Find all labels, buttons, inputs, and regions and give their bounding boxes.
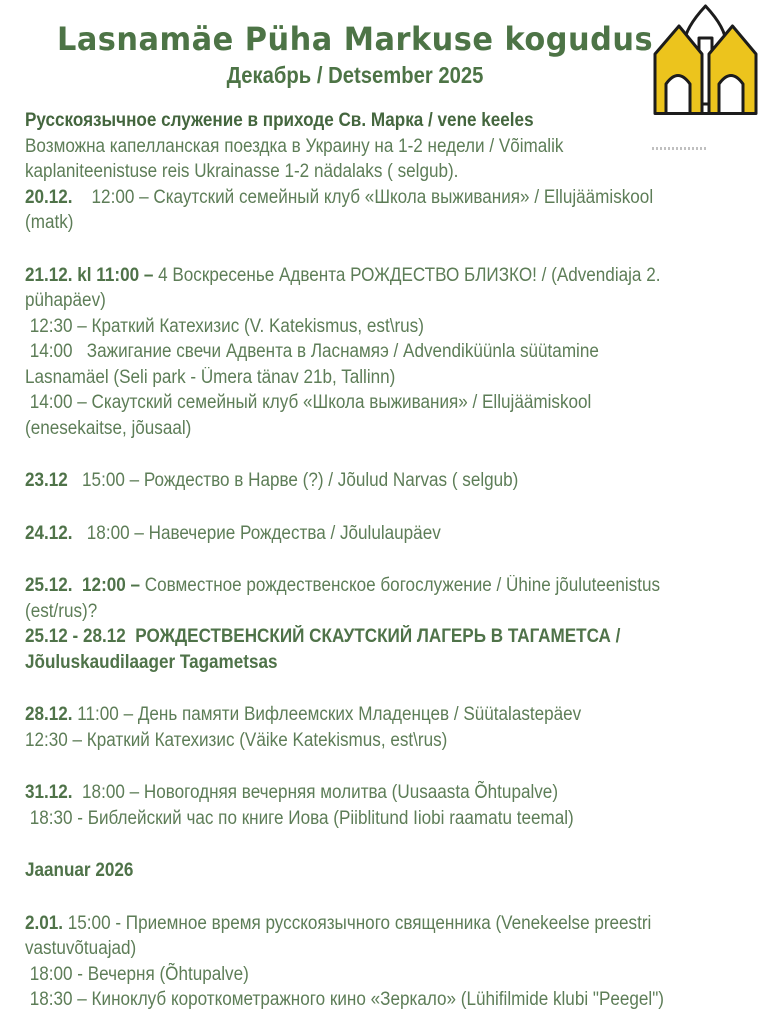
event-text: 18:30 – Киноклуб короткометражного кино «Зеркало» (Lühifilmide klubi "Peegel")	[25, 989, 664, 1010]
event-text: 12:00 – Скаутский семейный клуб «Школа выживания» / Ellujäämiskool	[72, 186, 654, 208]
schedule-line	[25, 159, 682, 185]
schedule-line	[25, 134, 682, 160]
church-icon	[645, 2, 766, 115]
schedule-group	[25, 702, 755, 753]
schedule-line	[25, 962, 682, 988]
schedule-line	[25, 936, 682, 962]
schedule-line	[25, 911, 682, 937]
schedule-line	[25, 365, 682, 391]
schedule-line	[25, 263, 682, 289]
schedule-group	[25, 108, 755, 236]
schedule-group	[25, 911, 755, 1013]
schedule-line	[25, 416, 682, 442]
schedule-line	[25, 858, 682, 884]
page-subtitle: Декабрь / Detsember 2025	[226, 62, 484, 88]
event-date-bold: 28.12.	[25, 704, 73, 725]
schedule-group	[25, 573, 755, 675]
schedule-line	[25, 468, 682, 494]
schedule-line	[25, 573, 682, 599]
schedule-line	[25, 314, 682, 340]
schedule-line	[25, 210, 682, 236]
event-text: 18:00 – Навечерие Рождества / Jõululaupäev	[72, 522, 441, 544]
schedule-group	[25, 263, 755, 442]
schedule-line	[25, 806, 682, 832]
event-text: vastuvõtuajad)	[25, 938, 137, 959]
event-text: 14:00 Зажигание свечи Адвента в Ласнамяэ / Advendiküünla süütamine	[25, 341, 599, 362]
event-date-bold: 21.12. kl 11:00 –	[25, 264, 154, 286]
schedule-group	[25, 780, 755, 831]
schedule-group	[25, 521, 755, 547]
schedule-group	[25, 858, 755, 884]
event-text: Lasnamäel (Seli park - Ümera tänav 21b, Tallinn)	[25, 366, 396, 388]
schedule-line	[25, 728, 682, 754]
event-text: Совместное рождественское богослужение / Ühine jõuluteenistus	[140, 575, 661, 596]
event-date-bold: 23.12	[25, 470, 68, 491]
schedule-group	[25, 468, 755, 494]
event-text: (matk)	[25, 212, 74, 233]
schedule	[25, 108, 755, 1013]
event-text: 18:30 - Библейский час по книге Иова (Piiblitund Iiobi raamatu teemal)	[25, 807, 574, 829]
event-date-bold: Русскоязычное служение в приходе Св. Марка / vene keeles	[25, 110, 534, 131]
event-text: 12:30 – Краткий Катехизис (V. Katekismus, est\rus)	[25, 315, 424, 337]
schedule-line	[25, 987, 682, 1013]
flyer-header	[0, 0, 768, 89]
event-text: 15:00 – Рождество в Нарве (?) / Jõulud Narvas ( selgub)	[67, 470, 519, 491]
event-text: 12:30 – Краткий Катехизис (Väike Katekismus, est\rus)	[25, 729, 448, 751]
event-text: pühapäev)	[25, 290, 106, 311]
schedule-line	[25, 521, 682, 547]
event-text: (enesekaitse, jõusaal)	[25, 417, 192, 439]
event-text: 15:00 - Приемное время русскоязычного священника (Venekeelse preestri	[63, 912, 652, 934]
event-date-bold: 25.12 - 28.12 РОЖДЕСТВЕНСКИЙ СКАУТСКИЙ ЛАГЕРЬ В ТАГАМЕТСА /	[25, 626, 621, 647]
event-date-bold: 25.12. 12:00 –	[25, 575, 141, 596]
event-text: 11:00 – День памяти Вифлеемских Младенцев / Süütalastepäev	[72, 704, 582, 725]
event-date-bold: 31.12.	[25, 782, 73, 803]
schedule-line	[25, 390, 682, 416]
section-heading	[25, 108, 682, 134]
event-date-bold: Jaanuar 2026	[25, 860, 134, 881]
event-text: kaplaniteenistuse reis Ukrainasse 1-2 nädalaks ( selgub).	[25, 161, 459, 182]
event-text: 18:00 – Новогодняя вечерняя молитва (Uusaasta Õhtupalve)	[72, 782, 559, 803]
schedule-line	[25, 599, 682, 625]
event-text: 14:00 – Скаутский семейный клуб «Школа выживания» / Ellujäämiskool	[25, 392, 592, 413]
event-text: (est/rus)?	[25, 600, 98, 622]
schedule-line	[25, 650, 682, 676]
event-text: 18:00 - Вечерня (Õhtupalve)	[25, 963, 249, 985]
page-title: Lasnamäe Püha Markuse kogudus	[56, 20, 654, 58]
schedule-line	[25, 185, 682, 211]
event-date-bold: 24.12.	[25, 522, 73, 544]
schedule-line	[25, 288, 682, 314]
schedule-line	[25, 702, 682, 728]
event-date-bold: 2.01.	[25, 912, 64, 934]
event-text: Возможна капелланская поездка в Украину на 1-2 недели / Võimalik	[25, 135, 564, 157]
schedule-line	[25, 339, 682, 365]
schedule-line	[25, 624, 682, 650]
event-date-bold: 20.12.	[25, 186, 73, 208]
schedule-line	[25, 780, 682, 806]
event-date-bold: Jõuluskaudilaager Tagametsas	[25, 651, 278, 673]
event-text: 4 Воскресенье Адвента РОЖДЕСТВО БЛИЗКО! / (Advendiaja 2.	[153, 264, 661, 286]
